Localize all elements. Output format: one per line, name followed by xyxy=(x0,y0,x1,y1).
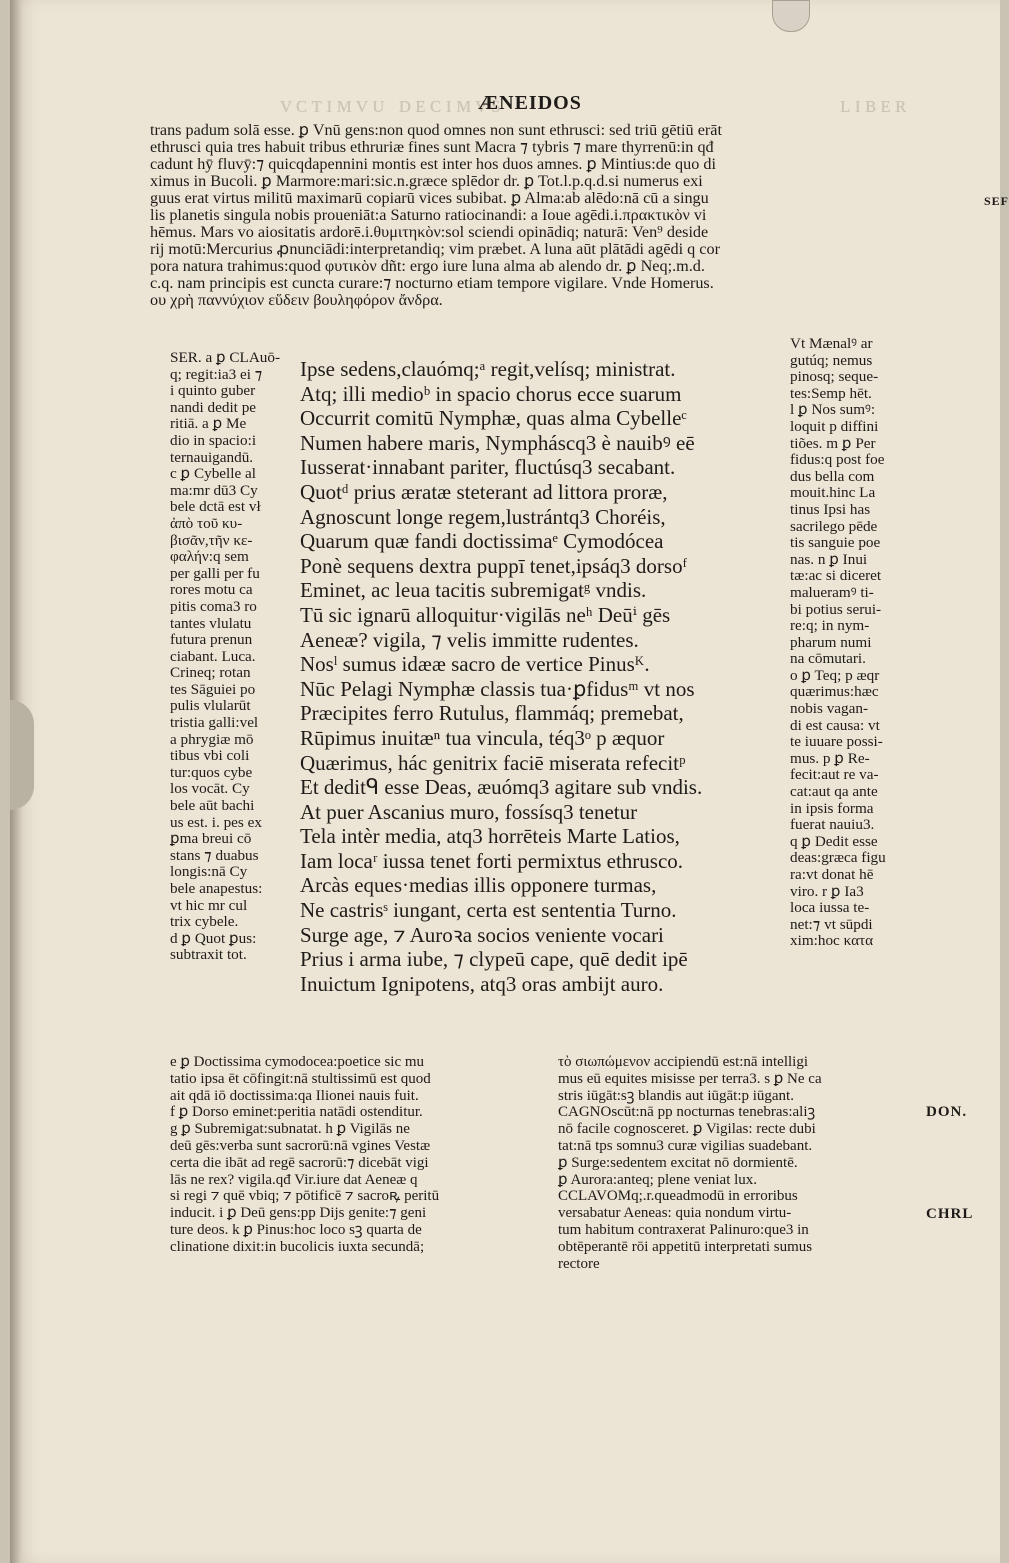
text-line: hēmus. Mars vo aiositatis ardorē.i.θυμιτηκὸν:sol sciendi opinādiq; naturā: Ven⁹ deside xyxy=(150,223,709,241)
text-line: o ꝑ Teq; p æqr xyxy=(790,666,880,684)
text-line: nandi dedit pe xyxy=(170,398,257,416)
text-line: tis sanguie poe xyxy=(790,534,881,552)
text-line: tur:quos cybe xyxy=(170,763,253,781)
text-line: ethrusci quia tres habuit tribus ethruriæ fines sunt Macra ⁊ tybris ⁊ mare thyrrenū:in qđ xyxy=(150,138,714,156)
text-line: lās ne rex? vigila.qđ Vir.iure dat Aeneæ q xyxy=(170,1171,418,1188)
text-line: ἀπὸ τοῦ κυ- xyxy=(170,514,243,532)
text-line: viro. r ꝑ Ia3 xyxy=(790,882,864,900)
sigla-sef: SEF xyxy=(984,194,1009,208)
text-line: f ꝑ Dorso eminet:peritia natādi ostenditur. xyxy=(170,1104,423,1121)
text-line: SER. a ꝑ CLAuō- xyxy=(170,349,281,366)
text-line: tat:nā tps somnu3 curæ vigilias suadebant. xyxy=(558,1137,813,1154)
text-line: Nūc Pelagi Nymphæ classis tua·ꝑfidusᵐ vt nos xyxy=(300,676,695,701)
text-line: fecit:aut re va- xyxy=(790,766,879,784)
text-line: tes:Semp hēt. xyxy=(790,384,872,402)
text-line: Arcàs eques·medias illis opponere turmas, xyxy=(300,873,657,898)
text-line: malueramꝰ ti- xyxy=(790,583,874,601)
text-line: fidus:q post foe xyxy=(790,451,885,469)
text-line: dio in spacio:i xyxy=(170,431,257,449)
text-line: Quotᵈ prius æratæ steterant ad littora proræ, xyxy=(300,479,668,504)
text-line: At puer Ascanius muro, fossísq3 tenetur xyxy=(300,799,638,824)
text-line: re:q; in nym- xyxy=(790,617,870,635)
text-line: los vocāt. Cy xyxy=(170,780,250,798)
text-line: Iam locaʳ iussa tenet forti permixtus ethrusco. xyxy=(300,848,684,873)
text-line: nas. n ꝑ Inui xyxy=(790,550,868,568)
text-line: mus eū equites misisse per terra3. s ꝑ Ne ca xyxy=(558,1070,822,1087)
text-line: trix cybele. xyxy=(170,913,239,931)
text-line: Præcipites ferro Rutulus, flammáq; premebat, xyxy=(300,701,684,726)
text-line: Inuictum Ignipotens, atq3 oras ambijt auro. xyxy=(300,971,664,996)
text-line: inducit. i ꝑ Deū gens:pp Dijs genite:⁊ geni xyxy=(170,1205,427,1222)
text-line: cat:aut qa ante xyxy=(790,783,878,801)
text-line: Occurrit comitū Nymphæ, quas alma Cybelleᶜ xyxy=(300,406,687,431)
text-line: certa die ibāt ad regē sacrorū:⁊ dicebāt vigi xyxy=(170,1154,429,1171)
text-line: c.q. nam principis est cuncta curare:⁊ nocturno etiam tempore vigilare. Vnde Homerus. xyxy=(150,274,714,292)
text-line: Et deditᑫ esse Deas, æuómq3 agitare sub vndis. xyxy=(300,775,703,800)
text-line: d ꝑ Quot ꝑus: xyxy=(170,929,257,947)
text-line: i quinto guber xyxy=(170,382,256,400)
book-page xyxy=(10,0,1009,1563)
text-line: bele dctā est vł xyxy=(170,498,261,516)
text-line: Prius i arma iube, ⁊ clypeū cape, quē dedit ipē xyxy=(300,947,688,972)
text-line: pora natura trahimus:quod φυτικὸν dñt: ergo iure luna alma ab alendo dr. ꝑ Neq;.m.d. xyxy=(150,257,705,275)
text-line: mouit.hinc La xyxy=(790,484,876,502)
text-line: dus bella com xyxy=(790,467,875,485)
text-line: sacrilego pēde xyxy=(790,517,878,535)
text-line: tibus vbi coli xyxy=(170,747,250,765)
right-gloss xyxy=(790,336,925,950)
text-line: pitis coma3 ro xyxy=(170,597,257,615)
show-through-text: ᴠᴄᴛɪᴍᴠᴜ ᴅᴇᴄɪᴍᴠs xyxy=(280,92,505,118)
text-line: clinatione dixit:in bucolicis iuxta secundā; xyxy=(170,1238,425,1255)
text-line: per galli per fu xyxy=(170,564,260,582)
text-line: mus. p ꝑ Re- xyxy=(790,749,870,767)
text-line: a phrygiæ mō xyxy=(170,730,254,748)
text-line: Quarum quæ fandi doctissimaᵉ Cymodócea xyxy=(300,529,664,554)
text-line: stris iūgāt:sꝫ blandis aut iūgāt:p iūgant. xyxy=(558,1087,794,1104)
text-line: longis:nā Cy xyxy=(170,863,248,881)
text-line: e ꝑ Doctissima cymodocea:poetice sic mu xyxy=(170,1054,425,1070)
text-line: ꝑ Surge:sedentem excitat nō dormientē. xyxy=(558,1154,798,1171)
text-line: nobis vagan- xyxy=(790,700,869,718)
text-line: loca iussa te- xyxy=(790,899,870,917)
text-line: CCLAVOMq;.r.queadmodū in erroribus xyxy=(558,1188,798,1205)
text-line: ture deos. k ꝑ Pinus:hoc loco sꝫ quarta de xyxy=(170,1221,422,1238)
main-verse xyxy=(300,357,788,996)
text-line: stans ⁊ duabus xyxy=(170,846,259,864)
text-line: xim:hoc κατα xyxy=(790,932,874,950)
text-line: Quærimus, hác genitrix faciē miserata refecitᵖ xyxy=(300,750,686,775)
text-line: na cōmutari. xyxy=(790,650,866,668)
text-line: rij motū:Mercurius ꝓnunciādi:interpretandiq; vim præbet. A luna aūt plātādi agēdi q cor xyxy=(150,240,720,258)
text-line: τὸ σιωπώμενον accipiendū est:nā intelligi xyxy=(558,1054,808,1070)
bottom-commentary-left xyxy=(170,1054,548,1256)
text-line: Tū sic ignarū alloquitur·vigilās neʰ Deūⁱ gēs xyxy=(300,602,671,627)
text-line: deū gēs:verba sunt sacrorū:nā vgines Vestæ xyxy=(170,1137,431,1154)
text-line: quærimus:hæc xyxy=(790,683,879,701)
text-line: lis planetis singula nobis proueniāt:a Saturno ratiocinandi: a Ioue agēdi.i.πρακτικὸν vi xyxy=(150,206,707,224)
text-line: Iusserat·innabant pariter, fluctúsq3 secabant. xyxy=(300,455,676,480)
text-line: Surge age, ⁊ Auroꝛa socios veniente vocari xyxy=(300,922,664,947)
text-line: g ꝑ Subremigat:subnatat. h ꝑ Vigilās ne xyxy=(170,1121,410,1138)
running-title: ÆNEIDOS xyxy=(478,92,582,114)
text-line: ma:mr dū3 Cy xyxy=(170,481,258,499)
text-line: Crineq; rotan xyxy=(170,664,251,682)
left-gloss xyxy=(170,350,298,964)
sigla-chrl: CHRL xyxy=(926,1206,974,1222)
text-line: Vt Mænalꝰ ar xyxy=(790,335,873,352)
text-line: tantes vlulatu xyxy=(170,614,252,632)
text-line: pulis vlularūt xyxy=(170,697,251,715)
sigla-don: DON. xyxy=(926,1104,968,1120)
bottom-commentary-right xyxy=(558,1054,926,1272)
text-line: ου χρὴ παννύχιον εὕδειν βουληφόρον ἄνδρα. xyxy=(150,291,443,309)
text-line: ternauigandū. xyxy=(170,448,254,466)
text-line: fuerat nauiu3. xyxy=(790,816,875,834)
text-line: φαλήν:q sem xyxy=(170,548,249,566)
text-line: ait qdā iō doctissima:qa Ilionei nauis fuit. xyxy=(170,1087,419,1104)
text-line: Ipse sedens,clauómq;ᵃ regit,velísq; ministrat. xyxy=(300,357,676,381)
text-line: subtraxit tot. xyxy=(170,946,247,964)
text-line: Ne castrisˢ iungant, certa est sententia Turno. xyxy=(300,898,677,923)
clip-mark xyxy=(772,0,810,32)
text-line: l ꝑ Nos sumꝰ: xyxy=(790,401,876,419)
text-line: loquit p diffini xyxy=(790,417,879,435)
text-line: Aeneæ? vigila, ⁊ velis immitte rudentes. xyxy=(300,627,639,652)
text-line: rectore xyxy=(558,1255,600,1272)
text-line: ra:vt donat hē xyxy=(790,866,874,883)
text-line: guus erat virtus militū maximarū copiarū vices subibat. ꝑ Alma:ab alēdo:nā cū a singu xyxy=(150,189,709,207)
text-line: versabatur Aeneas: quia nondum virtu- xyxy=(558,1205,792,1222)
text-line: q ꝑ Dedit esse xyxy=(790,832,878,850)
text-line: ciabant. Luca. xyxy=(170,647,256,665)
text-line: deas:græca figu xyxy=(790,849,886,867)
text-line: tæ:ac si diceret xyxy=(790,567,882,585)
text-line: bele aūt bachi xyxy=(170,797,255,815)
text-line: futura prenun xyxy=(170,631,253,649)
text-line: tes Sāguiei po xyxy=(170,680,256,698)
text-line: nō facile cognosceret. ꝑ Vigilas: recte dubi xyxy=(558,1121,816,1138)
text-line: pharum numi xyxy=(790,633,872,651)
text-line: in ipsis forma xyxy=(790,799,874,817)
page-edge-notch xyxy=(10,700,34,810)
text-line: tinus Ipsi has xyxy=(790,500,871,518)
text-line: di est causa: vt xyxy=(790,716,880,734)
show-through-text: ʟɪʙᴇʀ xyxy=(840,92,911,118)
text-line: cadunt hȳ fluvȳ:⁊ quicqdapennini montis est inter hos duos amnes. ꝑ Mintius:de quo di xyxy=(150,155,716,173)
text-line: rores motu ca xyxy=(170,581,253,599)
text-line: bele anapestus: xyxy=(170,880,263,897)
text-line: βισᾶν,τῆν κε- xyxy=(170,531,253,549)
text-line: te iuuare possi- xyxy=(790,733,883,751)
text-line: tatio ipsa ēt cōfingit:nā stultissimū est quod xyxy=(170,1070,431,1087)
text-line: bi potius serui- xyxy=(790,600,882,618)
text-line: ꝑ Aurora:anteq; plene veniat lux. xyxy=(558,1171,758,1188)
text-line: Numen habere maris, Nympháscq3 è nauibꝰ eē xyxy=(300,430,695,455)
text-line: Rūpimus inuitæⁿ tua vincula, téq3ᵒ p æquor xyxy=(300,725,665,750)
text-line: c ꝑ Cybelle al xyxy=(170,465,256,483)
text-line: us est. i. pes ex xyxy=(170,813,262,831)
text-line: CAGNOscūt:nā pp nocturnas tenebras:aliꝫ xyxy=(558,1104,816,1121)
text-line: si regi ⁊ quē vbiq; ⁊ pōtificē ⁊ sacroꝶ peritū xyxy=(170,1188,440,1205)
text-line: obtēperantē rōi appetitū interpretati sumus xyxy=(558,1238,813,1255)
text-line: Agnoscunt longe regem,lustrántq3 Choréis, xyxy=(300,504,666,529)
text-line: Ponè sequens dextra puppī tenet,ipsáq3 dorsoᶠ xyxy=(300,553,687,578)
text-line: ꝑma breui cō xyxy=(170,830,252,848)
text-line: vt hic mr cul xyxy=(170,896,248,914)
text-line: tiões. m ꝑ Per xyxy=(790,434,876,452)
text-line: Eminet, ac leua tacitis subremigatᵍ vndis. xyxy=(300,578,647,603)
text-line: ximus in Bucoli. ꝑ Marmore:mari:sic.n.græce splēdor dr. ꝑ Tot.l.p.q.d.si numerus exi xyxy=(150,172,703,190)
text-line: pinosq; seque- xyxy=(790,368,879,386)
text-line: Tela intèr media, atq3 horrēteis Marte Latios, xyxy=(300,824,680,849)
top-commentary xyxy=(150,122,910,309)
text-line: tum habitum contraxerat Palinuro:que3 in xyxy=(558,1221,809,1238)
text-line: gutúq; nemus xyxy=(790,351,873,369)
text-line: tristia galli:vel xyxy=(170,714,259,732)
text-line: ritiā. a ꝑ Me xyxy=(170,415,247,433)
text-line: Nosˡ sumus idææ sacro de vertice Pinusᴷ. xyxy=(300,652,650,677)
text-line: net:⁊ vt sūpdi xyxy=(790,915,873,933)
text-line: q; regit:ia3 ei ⁊ xyxy=(170,365,263,383)
text-line: Atq; illi medioᵇ in spacio chorus ecce suarum xyxy=(300,381,682,406)
text-line: trans padum solā esse. ꝑ Vnū gens:non quod omnes non sunt ethrusci: sed triū gētiū erāt xyxy=(150,121,722,139)
